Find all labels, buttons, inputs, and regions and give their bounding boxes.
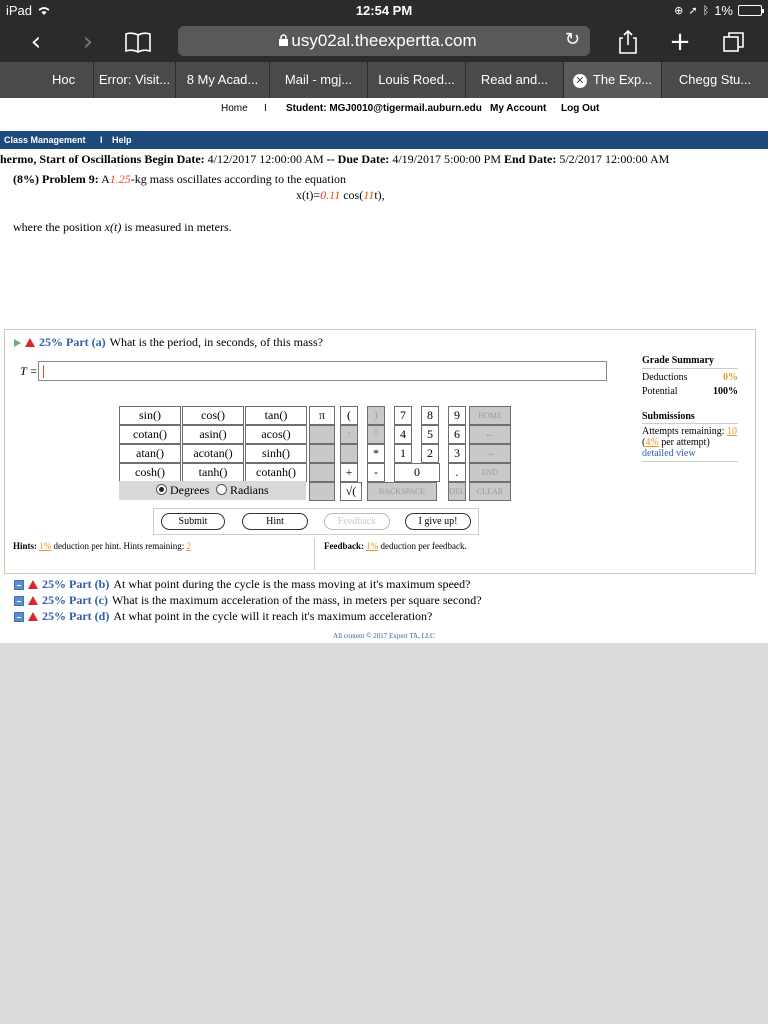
device-name: iPad: [6, 3, 33, 18]
footer-copyright: All content © 2017 Expert TA, LLC: [333, 632, 435, 640]
calc-key[interactable]: tan(): [245, 406, 307, 425]
give-up-button[interactable]: I give up!: [405, 513, 471, 530]
menu-separator: I: [100, 135, 103, 145]
clock: 12:54 PM: [355, 3, 413, 18]
battery-percent: 1%: [714, 3, 733, 18]
expand-arrow-icon[interactable]: [14, 339, 21, 347]
calc-digit-key[interactable]: 6: [448, 425, 466, 444]
bookmarks-icon[interactable]: [122, 26, 154, 58]
calc-key[interactable]: acotan(): [182, 444, 244, 463]
site-nav: [0, 98, 768, 120]
status-bar: [0, 0, 768, 22]
location-icon: ➚: [688, 4, 698, 17]
browser-toolbar: [0, 22, 768, 62]
calc-key[interactable]: tanh(): [182, 463, 244, 482]
calc-power-key[interactable]: ^: [367, 425, 385, 444]
radians-option[interactable]: Radians: [216, 483, 269, 498]
warning-icon: [28, 596, 38, 605]
calc-key[interactable]: cosh(): [119, 463, 181, 482]
answer-variable: T =: [20, 364, 38, 378]
calc-end-key[interactable]: END: [469, 463, 511, 482]
help-link[interactable]: Help: [112, 135, 132, 145]
calc-digit-key[interactable]: 9: [448, 406, 466, 425]
calc-key[interactable]: asin(): [182, 425, 244, 444]
calc-digit-key[interactable]: 3: [448, 444, 466, 463]
warning-icon: [28, 580, 38, 589]
nav-separator: I: [264, 103, 267, 114]
warning-icon: [25, 338, 35, 347]
part-a-header: 25% Part (a) What is the period, in seconds, of this mass?: [14, 335, 323, 350]
collapse-icon[interactable]: [14, 596, 24, 606]
calc-up-key[interactable]: ↑: [340, 425, 358, 444]
tabs-overview-icon[interactable]: [718, 26, 750, 58]
radio-icon[interactable]: [216, 484, 227, 495]
calc-zero-key[interactable]: 0: [394, 463, 440, 482]
calc-digit-key[interactable]: 8: [421, 406, 439, 425]
bluetooth-icon: ᛒ: [702, 4, 710, 17]
radio-selected-icon[interactable]: [156, 484, 167, 495]
detailed-view-link[interactable]: detailed view: [642, 448, 738, 462]
assignment-header: hermo, Start of Oscillations Begin Date: 4/12/2017 12:00:00 AM -- Due Date: 4/19/2017 5:00:00 PM End Date: 5/2/2017 12:00:00 AM: [0, 152, 670, 166]
tab-read-and[interactable]: Read and...: [466, 62, 564, 98]
student-info: Student: MGJ0010@tigermail.auburn.edu: [286, 103, 482, 114]
rotation-lock-icon: ⊕: [674, 4, 684, 17]
home-link[interactable]: Home: [221, 103, 248, 114]
calc-backspace-key[interactable]: BACKSPACE: [367, 482, 437, 501]
collapse-icon[interactable]: [14, 612, 24, 622]
warning-icon: [28, 612, 38, 621]
tab-mail[interactable]: Mail - mgj...: [270, 62, 368, 98]
calc-plus-key[interactable]: +: [340, 463, 358, 482]
tab-louis-roed[interactable]: Louis Roed...: [368, 62, 466, 98]
back-icon[interactable]: ‹: [30, 27, 42, 57]
calc-digit-key[interactable]: 4: [394, 425, 412, 444]
calc-home-key[interactable]: HOME: [469, 406, 511, 425]
calc-close-paren-key[interactable]: ): [367, 406, 385, 425]
calc-sqrt-key[interactable]: √(: [340, 482, 362, 501]
calc-blank-key: [309, 425, 335, 444]
page-background: [0, 643, 768, 1024]
class-menu-bar: [0, 131, 768, 149]
calc-digit-key[interactable]: 5: [421, 425, 439, 444]
hints-info: Hints: 1% deduction per hint. Hints remaining: 2: [13, 541, 191, 551]
degrees-option[interactable]: Degrees: [156, 483, 209, 498]
calc-digit-key[interactable]: 2: [421, 444, 439, 463]
url-text: usy02al.theexpertta.com: [291, 31, 477, 50]
text-caret: [43, 365, 44, 378]
calc-open-paren-key[interactable]: (: [340, 406, 358, 425]
motion-equation: x(t)=0.11 cos(11t),: [296, 188, 385, 202]
my-account-link[interactable]: My Account: [490, 103, 547, 114]
calc-key[interactable]: sinh(): [245, 444, 307, 463]
calc-right-key[interactable]: →: [469, 444, 511, 463]
calc-multiply-key[interactable]: *: [367, 444, 385, 463]
part-b-row[interactable]: 25% Part (b) At what point during the cycle is the mass moving at it's maximum speed?: [14, 577, 470, 592]
calc-blank-key: [309, 444, 335, 463]
address-bar[interactable]: [178, 26, 590, 56]
tab-expert-ta[interactable]: ✕ The Exp...: [564, 62, 662, 98]
calc-del-key[interactable]: DEL: [448, 482, 466, 501]
tab-my-academics[interactable]: 8 My Acad...: [176, 62, 270, 98]
answer-input[interactable]: [38, 361, 607, 381]
share-icon[interactable]: [612, 26, 644, 58]
forward-icon[interactable]: ›: [82, 27, 94, 57]
feedback-button[interactable]: Feedback: [324, 513, 390, 530]
calc-key[interactable]: cotanh(): [245, 463, 307, 482]
calc-key[interactable]: cotan(): [119, 425, 181, 444]
calc-key[interactable]: cos(): [182, 406, 244, 425]
part-d-row[interactable]: 25% Part (d) At what point in the cycle will it reach it's maximum acceleration?: [14, 609, 432, 624]
collapse-icon[interactable]: [14, 580, 24, 590]
hint-button[interactable]: Hint: [242, 513, 308, 530]
tab-home[interactable]: Hoc: [0, 62, 94, 98]
calc-dot-key[interactable]: .: [448, 463, 466, 482]
battery-icon: [738, 5, 762, 16]
calc-blank-key: [309, 482, 335, 501]
calc-left-key[interactable]: ←: [469, 425, 511, 444]
grade-summary: Grade Summary Deductions 0% Potential 100% Submissions Attempts remaining: 10 (4% per attempt) detailed view: [642, 355, 738, 462]
calc-clear-key[interactable]: CLEAR: [469, 482, 511, 501]
calc-digit-key[interactable]: 1: [394, 444, 412, 463]
tab-chegg[interactable]: Chegg Stu...: [678, 72, 752, 87]
reload-icon[interactable]: ↻: [564, 29, 580, 50]
calc-key[interactable]: sin(): [119, 406, 181, 425]
calc-pi-key[interactable]: π: [309, 406, 335, 425]
tab-strip: [0, 62, 768, 98]
calc-minus-key[interactable]: -: [367, 463, 385, 482]
angle-mode: [119, 481, 306, 500]
problem-note: where the position x(t) is measured in meters.: [13, 220, 232, 234]
calc-key[interactable]: atan(): [119, 444, 181, 463]
submit-button[interactable]: Submit: [161, 513, 225, 530]
calc-blank-key: [309, 463, 335, 482]
class-management-link[interactable]: Class Management: [4, 135, 86, 145]
problem-statement: (8%) Problem 9: A1.25-kg mass oscillates according to the equation: [13, 172, 347, 186]
part-c-row[interactable]: 25% Part (c) What is the maximum acceleration of the mass, in meters per square second?: [14, 593, 482, 608]
feedback-info: Feedback: 1% deduction per feedback.: [324, 541, 467, 551]
calc-key[interactable]: acos(): [245, 425, 307, 444]
divider: [314, 538, 315, 570]
tab-error[interactable]: Error: Visit...: [94, 62, 176, 98]
calc-blank-key: [340, 444, 358, 463]
logout-link[interactable]: Log Out: [561, 103, 600, 114]
new-tab-icon[interactable]: +: [669, 27, 691, 57]
calc-digit-key[interactable]: 7: [394, 406, 412, 425]
close-tab-icon[interactable]: ✕: [573, 74, 587, 88]
